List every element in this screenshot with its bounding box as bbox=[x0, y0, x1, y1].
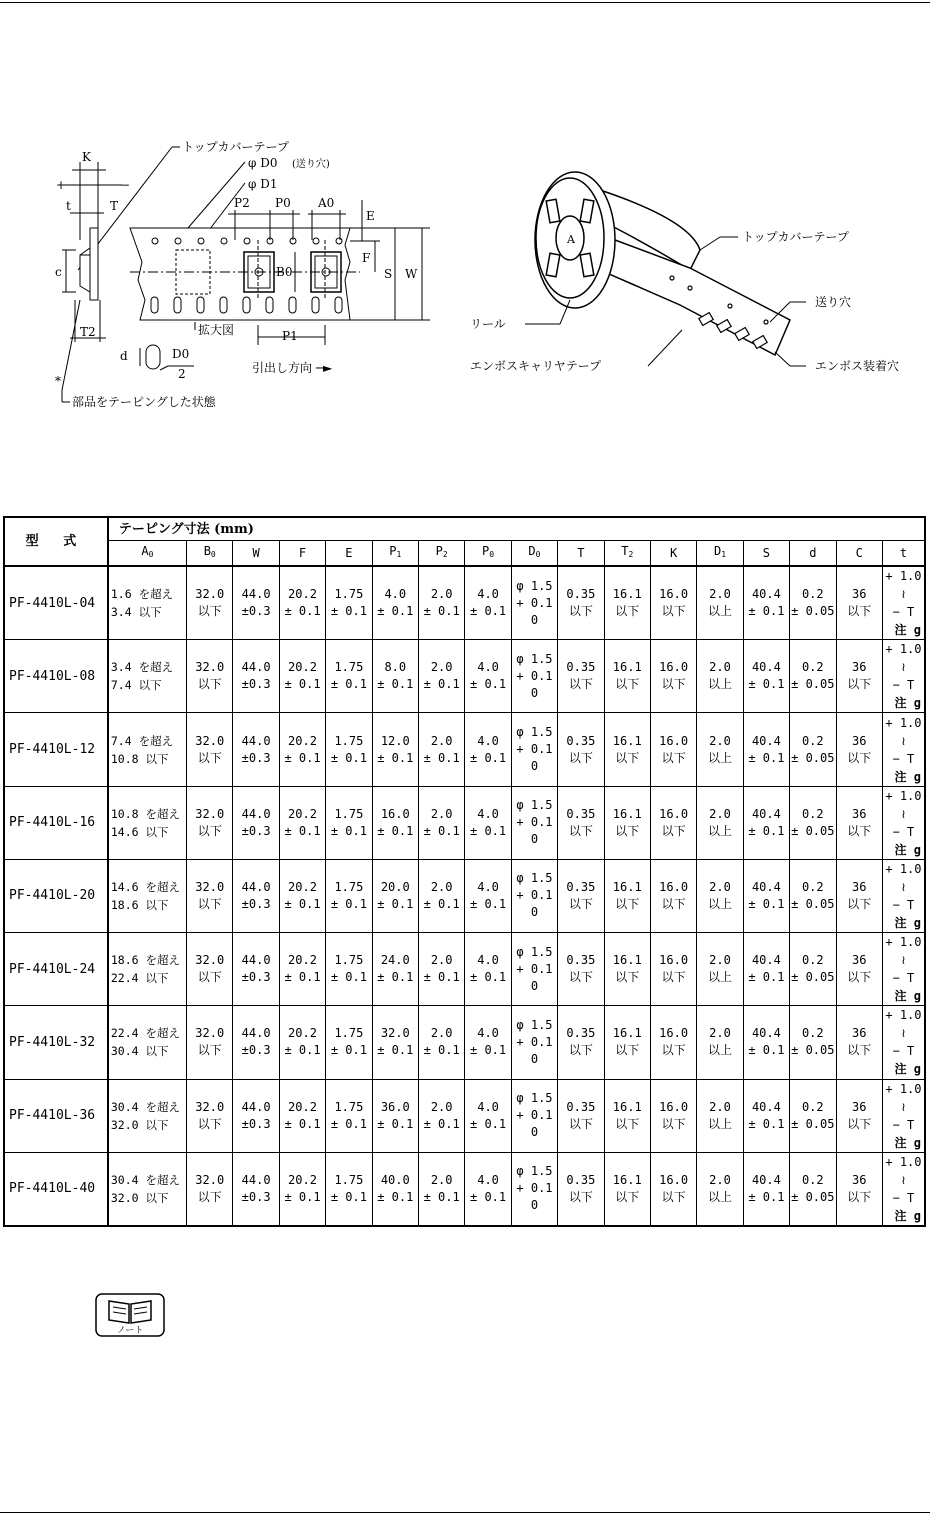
a0-cell: 30.4 を超え 32.0 以下 bbox=[108, 1152, 187, 1226]
label-c: c bbox=[55, 265, 62, 279]
t2-cell: 16.1 以下 bbox=[604, 933, 650, 1006]
thickness-cell: 0.35 以下 bbox=[558, 859, 604, 932]
p2-cell: 2.0 ± 0.1 bbox=[418, 1006, 464, 1079]
label-d0-note: (送り穴) bbox=[292, 159, 330, 170]
col-header-13: S bbox=[743, 541, 789, 567]
t2-cell: 16.1 以下 bbox=[604, 859, 650, 932]
label-asterisk: * bbox=[55, 374, 61, 388]
b0-cell: 32.0 以下 bbox=[187, 1006, 233, 1079]
a0-cell: 14.6 を超え 18.6 以下 bbox=[108, 859, 187, 932]
note-book-icon bbox=[95, 1293, 165, 1337]
f-cell: 20.2 ± 0.1 bbox=[279, 786, 325, 859]
label-enlarged: 拡大図 bbox=[198, 323, 235, 337]
c-cell: 36 以下 bbox=[836, 859, 882, 932]
c-cell: 36 以下 bbox=[836, 713, 882, 786]
t2-cell: 16.1 以下 bbox=[604, 566, 650, 640]
reel-mark: A bbox=[567, 233, 575, 246]
w-cell: 44.0 ±0.3 bbox=[233, 1006, 279, 1079]
thickness-cell: 0.35 以下 bbox=[558, 1006, 604, 1079]
t-small-cell: + 1.0 ≀ − T 注 g bbox=[882, 933, 925, 1006]
s-cell: 40.4 ± 0.1 bbox=[743, 1006, 789, 1079]
table-row bbox=[4, 933, 925, 1006]
t2-cell: 16.1 以下 bbox=[604, 786, 650, 859]
table-row bbox=[4, 566, 925, 640]
label-emboss-carrier: エンボスキャリヤテープ bbox=[470, 359, 602, 373]
b0-cell: 32.0 以下 bbox=[187, 1152, 233, 1226]
p1-cell: 24.0 ± 0.1 bbox=[372, 933, 418, 1006]
label-reel: リール bbox=[470, 317, 506, 331]
label-a0: A0 bbox=[318, 196, 335, 210]
d1-cell: 2.0 以上 bbox=[697, 933, 743, 1006]
label-p0: P0 bbox=[275, 196, 291, 210]
model-cell: PF-4410L-24 bbox=[4, 933, 108, 1006]
label-p2: P2 bbox=[234, 196, 250, 210]
t-small-cell: + 1.0 ≀ − T 注 g bbox=[882, 1006, 925, 1079]
col-header-9: T bbox=[558, 541, 604, 567]
label-top-cover-tape: トップカバーテープ bbox=[182, 140, 289, 154]
col-header-2: W bbox=[233, 541, 279, 567]
f-cell: 20.2 ± 0.1 bbox=[279, 713, 325, 786]
col-header-3: F bbox=[279, 541, 325, 567]
e-cell: 1.75 ± 0.1 bbox=[326, 859, 372, 932]
d0-cell: φ 1.5 + 0.1 0 bbox=[511, 859, 557, 932]
p2-cell: 2.0 ± 0.1 bbox=[418, 859, 464, 932]
p1-cell: 32.0 ± 0.1 bbox=[372, 1006, 418, 1079]
d1-cell: 2.0 以上 bbox=[697, 1079, 743, 1152]
label-p1: P1 bbox=[282, 329, 298, 343]
k-cell: 16.0 以下 bbox=[650, 1079, 696, 1152]
c-cell: 36 以下 bbox=[836, 640, 882, 713]
w-cell: 44.0 ±0.3 bbox=[233, 859, 279, 932]
thickness-cell: 0.35 以下 bbox=[558, 566, 604, 640]
f-cell: 20.2 ± 0.1 bbox=[279, 933, 325, 1006]
taping-dimension-table bbox=[3, 516, 926, 1227]
e-cell: 1.75 ± 0.1 bbox=[326, 640, 372, 713]
a0-cell: 3.4 を超え 7.4 以下 bbox=[108, 640, 187, 713]
model-cell: PF-4410L-36 bbox=[4, 1079, 108, 1152]
col-header-6: $P_2$ bbox=[418, 541, 464, 567]
thickness-cell: 0.35 以下 bbox=[558, 713, 604, 786]
thickness-cell: 0.35 以下 bbox=[558, 640, 604, 713]
d1-cell: 2.0 以上 bbox=[697, 713, 743, 786]
model-cell: PF-4410L-08 bbox=[4, 640, 108, 713]
s-cell: 40.4 ± 0.1 bbox=[743, 859, 789, 932]
t-small-cell: + 1.0 ≀ − T 注 g bbox=[882, 566, 925, 640]
w-cell: 44.0 ±0.3 bbox=[233, 786, 279, 859]
label-minus: − bbox=[120, 178, 131, 192]
t2-cell: 16.1 以下 bbox=[604, 1152, 650, 1226]
label-d: d bbox=[120, 349, 128, 363]
b0-cell: 32.0 以下 bbox=[187, 1079, 233, 1152]
col-header-10: $T_2$ bbox=[604, 541, 650, 567]
e-cell: 1.75 ± 0.1 bbox=[326, 933, 372, 1006]
t-small-cell: + 1.0 ≀ − T 注 g bbox=[882, 713, 925, 786]
t-small-cell: + 1.0 ≀ − T 注 g bbox=[882, 640, 925, 713]
col-header-11: K bbox=[650, 541, 696, 567]
k-cell: 16.0 以下 bbox=[650, 933, 696, 1006]
model-header: 型 式 bbox=[4, 517, 108, 566]
d-cell: 0.2 ± 0.05 bbox=[790, 1079, 836, 1152]
p1-cell: 20.0 ± 0.1 bbox=[372, 859, 418, 932]
k-cell: 16.0 以下 bbox=[650, 786, 696, 859]
k-cell: 16.0 以下 bbox=[650, 859, 696, 932]
t2-cell: 16.1 以下 bbox=[604, 1006, 650, 1079]
s-cell: 40.4 ± 0.1 bbox=[743, 713, 789, 786]
f-cell: 20.2 ± 0.1 bbox=[279, 1152, 325, 1226]
c-cell: 36 以下 bbox=[836, 1079, 882, 1152]
p2-cell: 2.0 ± 0.1 bbox=[418, 933, 464, 1006]
f-cell: 20.2 ± 0.1 bbox=[279, 1006, 325, 1079]
d-cell: 0.2 ± 0.05 bbox=[790, 566, 836, 640]
b0-cell: 32.0 以下 bbox=[187, 786, 233, 859]
label-d0: φ D0 bbox=[248, 156, 278, 170]
model-cell: PF-4410L-20 bbox=[4, 859, 108, 932]
w-cell: 44.0 ±0.3 bbox=[233, 933, 279, 1006]
d0-cell: φ 1.5 + 0.1 0 bbox=[511, 933, 557, 1006]
d-cell: 0.2 ± 0.05 bbox=[790, 786, 836, 859]
col-header-16: t bbox=[882, 541, 925, 567]
col-header-14: d bbox=[790, 541, 836, 567]
c-cell: 36 以下 bbox=[836, 1006, 882, 1079]
p1-cell: 4.0 ± 0.1 bbox=[372, 566, 418, 640]
s-cell: 40.4 ± 0.1 bbox=[743, 933, 789, 1006]
e-cell: 1.75 ± 0.1 bbox=[326, 1006, 372, 1079]
e-cell: 1.75 ± 0.1 bbox=[326, 566, 372, 640]
d-cell: 0.2 ± 0.05 bbox=[790, 859, 836, 932]
d1-cell: 2.0 以上 bbox=[697, 1152, 743, 1226]
p0-cell: 4.0 ± 0.1 bbox=[465, 859, 511, 932]
table-row bbox=[4, 859, 925, 932]
e-cell: 1.75 ± 0.1 bbox=[326, 1079, 372, 1152]
label-f: F bbox=[362, 251, 371, 265]
t2-cell: 16.1 以下 bbox=[604, 713, 650, 786]
w-cell: 44.0 ±0.3 bbox=[233, 566, 279, 640]
t-small-cell: + 1.0 ≀ − T 注 g bbox=[882, 1079, 925, 1152]
tape-dimension-diagram bbox=[40, 130, 460, 420]
d1-cell: 2.0 以上 bbox=[697, 566, 743, 640]
col-header-15: C bbox=[836, 541, 882, 567]
p2-cell: 2.0 ± 0.1 bbox=[418, 566, 464, 640]
table-row bbox=[4, 1006, 925, 1079]
c-cell: 36 以下 bbox=[836, 1152, 882, 1226]
p0-cell: 4.0 ± 0.1 bbox=[465, 713, 511, 786]
table-row bbox=[4, 1079, 925, 1152]
f-cell: 20.2 ± 0.1 bbox=[279, 859, 325, 932]
s-cell: 40.4 ± 0.1 bbox=[743, 786, 789, 859]
label-t-upper: T bbox=[110, 199, 119, 213]
s-cell: 40.4 ± 0.1 bbox=[743, 1079, 789, 1152]
col-header-12: $D_1$ bbox=[697, 541, 743, 567]
p0-cell: 4.0 ± 0.1 bbox=[465, 1079, 511, 1152]
k-cell: 16.0 以下 bbox=[650, 1152, 696, 1226]
a0-cell: 1.6 を超え 3.4 以下 bbox=[108, 566, 187, 640]
d1-cell: 2.0 以上 bbox=[697, 859, 743, 932]
w-cell: 44.0 ±0.3 bbox=[233, 1079, 279, 1152]
p0-cell: 4.0 ± 0.1 bbox=[465, 1152, 511, 1226]
p1-cell: 40.0 ± 0.1 bbox=[372, 1152, 418, 1226]
col-header-8: $D_0$ bbox=[511, 541, 557, 567]
w-cell: 44.0 ±0.3 bbox=[233, 713, 279, 786]
d-cell: 0.2 ± 0.05 bbox=[790, 1006, 836, 1079]
a0-cell: 7.4 を超え 10.8 以下 bbox=[108, 713, 187, 786]
label-taped-state: 部品をテーピングした状態 bbox=[72, 395, 216, 409]
thickness-cell: 0.35 以下 bbox=[558, 1152, 604, 1226]
p2-cell: 2.0 ± 0.1 bbox=[418, 1152, 464, 1226]
b0-cell: 32.0 以下 bbox=[187, 859, 233, 932]
d1-cell: 2.0 以上 bbox=[697, 640, 743, 713]
d0-cell: φ 1.5 + 0.1 0 bbox=[511, 640, 557, 713]
label-d1: φ D1 bbox=[248, 177, 278, 191]
col-header-7: $P_0$ bbox=[465, 541, 511, 567]
model-cell: PF-4410L-40 bbox=[4, 1152, 108, 1226]
p0-cell: 4.0 ± 0.1 bbox=[465, 566, 511, 640]
e-cell: 1.75 ± 0.1 bbox=[326, 713, 372, 786]
d1-cell: 2.0 以上 bbox=[697, 786, 743, 859]
k-cell: 16.0 以下 bbox=[650, 713, 696, 786]
d0-cell: φ 1.5 + 0.1 0 bbox=[511, 713, 557, 786]
d0-cell: φ 1.5 + 0.1 0 bbox=[511, 786, 557, 859]
label-two: 2 bbox=[178, 367, 186, 381]
thickness-cell: 0.35 以下 bbox=[558, 1079, 604, 1152]
p2-cell: 2.0 ± 0.1 bbox=[418, 640, 464, 713]
label-r-top-cover-tape: トップカバーテープ bbox=[742, 230, 849, 244]
w-cell: 44.0 ±0.3 bbox=[233, 640, 279, 713]
f-cell: 20.2 ± 0.1 bbox=[279, 640, 325, 713]
col-header-0: $A_0$ bbox=[108, 541, 187, 567]
d-cell: 0.2 ± 0.05 bbox=[790, 713, 836, 786]
model-cell: PF-4410L-12 bbox=[4, 713, 108, 786]
k-cell: 16.0 以下 bbox=[650, 640, 696, 713]
p0-cell: 4.0 ± 0.1 bbox=[465, 1006, 511, 1079]
d-cell: 0.2 ± 0.05 bbox=[790, 1152, 836, 1226]
d0-cell: φ 1.5 + 0.1 0 bbox=[511, 1006, 557, 1079]
label-t: t bbox=[66, 199, 71, 213]
f-cell: 20.2 ± 0.1 bbox=[279, 1079, 325, 1152]
column-header-row bbox=[4, 541, 925, 567]
p1-cell: 36.0 ± 0.1 bbox=[372, 1079, 418, 1152]
label-s: S bbox=[384, 267, 393, 281]
s-cell: 40.4 ± 0.1 bbox=[743, 566, 789, 640]
a0-cell: 30.4 を超え 32.0 以下 bbox=[108, 1079, 187, 1152]
label-w: W bbox=[405, 267, 418, 281]
p1-cell: 8.0 ± 0.1 bbox=[372, 640, 418, 713]
d-cell: 0.2 ± 0.05 bbox=[790, 933, 836, 1006]
s-cell: 40.4 ± 0.1 bbox=[743, 640, 789, 713]
label-direction: 引出し方向 ─► bbox=[252, 361, 333, 375]
group-header: テーピング寸法 (mm) bbox=[108, 517, 925, 541]
p2-cell: 2.0 ± 0.1 bbox=[418, 786, 464, 859]
k-cell: 16.0 以下 bbox=[650, 566, 696, 640]
d-cell: 0.2 ± 0.05 bbox=[790, 640, 836, 713]
k-cell: 16.0 以下 bbox=[650, 1006, 696, 1079]
model-cell: PF-4410L-32 bbox=[4, 1006, 108, 1079]
e-cell: 1.75 ± 0.1 bbox=[326, 786, 372, 859]
label-e: E bbox=[366, 209, 375, 223]
p2-cell: 2.0 ± 0.1 bbox=[418, 713, 464, 786]
p2-cell: 2.0 ± 0.1 bbox=[418, 1079, 464, 1152]
e-cell: 1.75 ± 0.1 bbox=[326, 1152, 372, 1226]
d0-cell: φ 1.5 + 0.1 0 bbox=[511, 1152, 557, 1226]
p0-cell: 4.0 ± 0.1 bbox=[465, 933, 511, 1006]
table-row bbox=[4, 640, 925, 713]
table-body bbox=[4, 566, 925, 1226]
s-cell: 40.4 ± 0.1 bbox=[743, 1152, 789, 1226]
a0-cell: 18.6 を超え 22.4 以下 bbox=[108, 933, 187, 1006]
c-cell: 36 以下 bbox=[836, 786, 882, 859]
d0-cell: φ 1.5 + 0.1 0 bbox=[511, 1079, 557, 1152]
a0-cell: 10.8 を超え 14.6 以下 bbox=[108, 786, 187, 859]
w-cell: 44.0 ±0.3 bbox=[233, 1152, 279, 1226]
top-rule bbox=[0, 2, 930, 3]
col-header-5: $P_1$ bbox=[372, 541, 418, 567]
col-header-4: E bbox=[326, 541, 372, 567]
b0-cell: 32.0 以下 bbox=[187, 640, 233, 713]
d1-cell: 2.0 以上 bbox=[697, 1006, 743, 1079]
table-row bbox=[4, 1152, 925, 1226]
t-small-cell: + 1.0 ≀ − T 注 g bbox=[882, 786, 925, 859]
p1-cell: 12.0 ± 0.1 bbox=[372, 713, 418, 786]
a0-cell: 22.4 を超え 30.4 以下 bbox=[108, 1006, 187, 1079]
f-cell: 20.2 ± 0.1 bbox=[279, 566, 325, 640]
t2-cell: 16.1 以下 bbox=[604, 640, 650, 713]
thickness-cell: 0.35 以下 bbox=[558, 933, 604, 1006]
note-icon-label: ノート bbox=[116, 1326, 144, 1336]
bottom-rule bbox=[0, 1512, 930, 1513]
label-emboss-hole: エンボス装着穴 bbox=[815, 359, 900, 373]
table-row bbox=[4, 713, 925, 786]
c-cell: 36 以下 bbox=[836, 933, 882, 1006]
label-d0-over: D0 bbox=[172, 347, 190, 361]
p0-cell: 4.0 ± 0.1 bbox=[465, 786, 511, 859]
reel-illustration bbox=[465, 160, 927, 385]
c-cell: 36 以下 bbox=[836, 566, 882, 640]
label-b0: B0 bbox=[276, 265, 293, 279]
label-feed-hole: 送り穴 bbox=[815, 295, 852, 309]
d0-cell: φ 1.5 + 0.1 0 bbox=[511, 566, 557, 640]
label-plus: + bbox=[56, 178, 67, 192]
label-k: K bbox=[82, 150, 91, 164]
model-cell: PF-4410L-16 bbox=[4, 786, 108, 859]
p0-cell: 4.0 ± 0.1 bbox=[465, 640, 511, 713]
b0-cell: 32.0 以下 bbox=[187, 713, 233, 786]
t-small-cell: + 1.0 ≀ − T 注 g bbox=[882, 1152, 925, 1226]
label-t2: T2 bbox=[80, 325, 96, 339]
b0-cell: 32.0 以下 bbox=[187, 933, 233, 1006]
p1-cell: 16.0 ± 0.1 bbox=[372, 786, 418, 859]
t-small-cell: + 1.0 ≀ − T 注 g bbox=[882, 859, 925, 932]
thickness-cell: 0.35 以下 bbox=[558, 786, 604, 859]
col-header-1: $B_0$ bbox=[187, 541, 233, 567]
t2-cell: 16.1 以下 bbox=[604, 1079, 650, 1152]
table-row bbox=[4, 786, 925, 859]
model-cell: PF-4410L-04 bbox=[4, 566, 108, 640]
b0-cell: 32.0 以下 bbox=[187, 566, 233, 640]
